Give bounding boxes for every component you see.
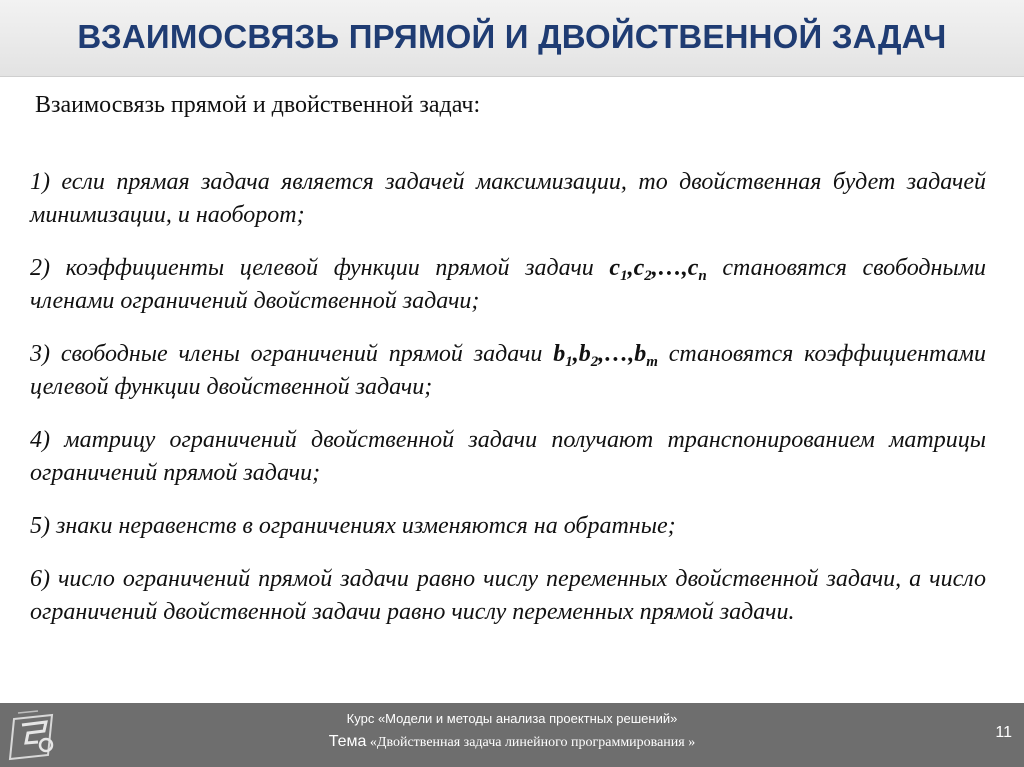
list-item-1: 1) если прямая задача является задачей максимизации, то двойственная будет задачей минимизации, и наоборот; [30, 169, 986, 228]
course-name: Курс «Модели и методы анализа проектных решений» [346, 711, 678, 726]
list-item-6: 6) число ограничений прямой задачи равно числу переменных двойственной задачи, а число ограничений двойственной задачи равно числу переменных прямой задачи. [30, 566, 986, 625]
slide-footer [0, 703, 1024, 767]
coefficients-formula: $c_1,c_2,\dots,c_n$ [609, 255, 707, 284]
list-item-2 [30, 252, 986, 318]
topic-name: «Двойственная задача линейного программирования » [369, 735, 696, 750]
intro-text: Взаимосвязь прямой и двойственной задач: [35, 92, 481, 118]
list-item-2-lead: 2) коэффициенты целевой функции прямой задачи [30, 255, 610, 281]
topic-line [0, 733, 1024, 751]
list-item-3-tail: становятся коэффициентами целевой функции двойственной задачи; [30, 341, 986, 400]
list-item-4: 4) матрицу ограничений двойственной задачи получают транспонированием матрицы ограничений прямой задачи; [30, 427, 986, 486]
topic-label: Тема [328, 733, 367, 750]
list-item-2-tail: становятся свободными членами ограничений двойственной задачи; [30, 255, 987, 314]
page-number: 11 [995, 724, 1012, 741]
free-terms-formula: $b_1,b_2,\dots,b_m$ [553, 341, 658, 370]
slide-title: ВЗАИМОСВЯЗЬ ПРЯМОЙ И ДВОЙСТВЕННОЙ ЗАДАЧ [77, 18, 947, 55]
list-item-5: 5) знаки неравенств в ограничениях изменяются на обратные; [30, 513, 676, 539]
relations-list [30, 166, 986, 649]
list-item-3-lead: 3) свободные члены ограничений прямой задачи [30, 341, 554, 367]
slide-header [0, 0, 1024, 77]
list-item-3 [30, 338, 986, 404]
